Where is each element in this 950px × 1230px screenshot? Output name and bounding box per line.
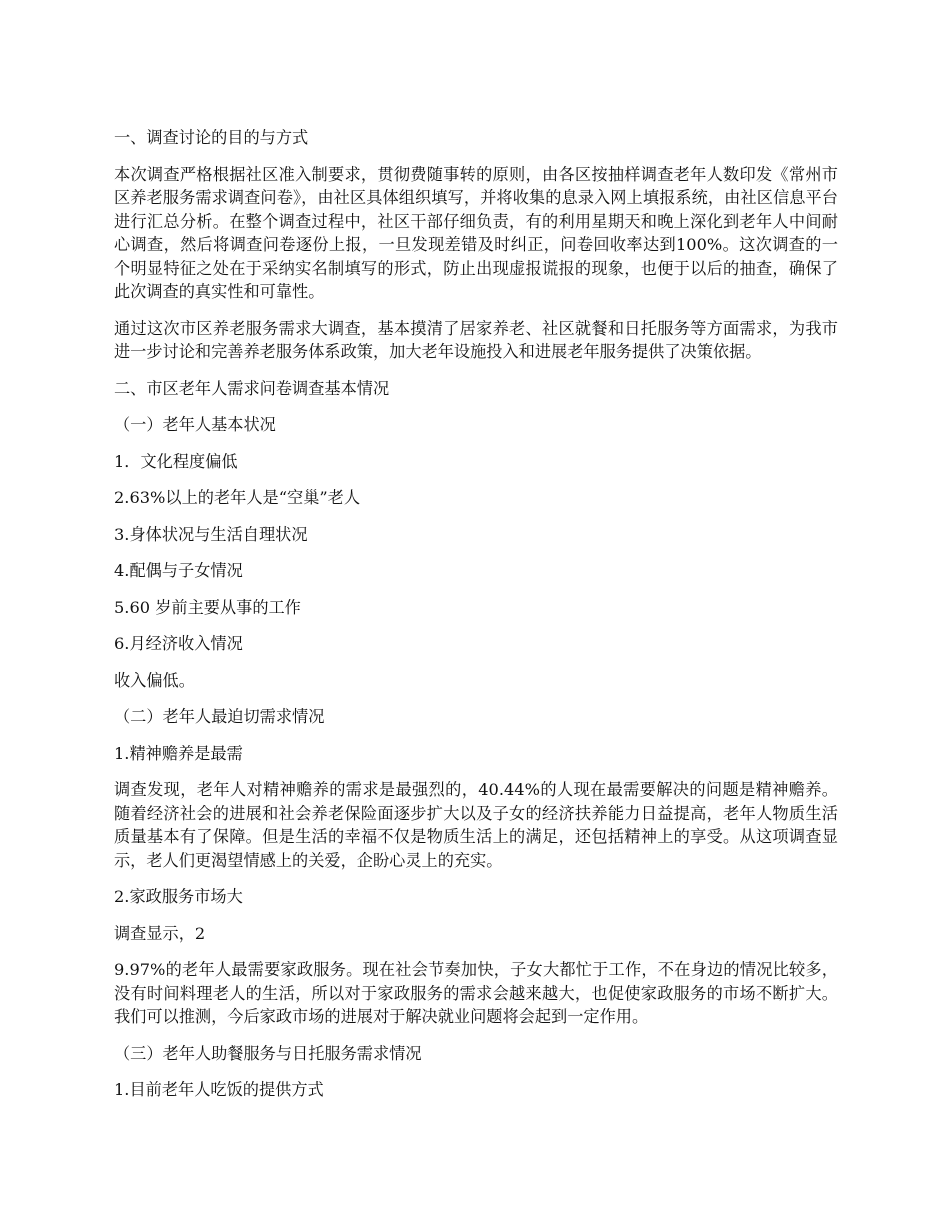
list-item-spiritual-support: 1.精神赡养是最需 (114, 743, 243, 763)
subsection-heading-basic-status: （一）老年人基本状况 (114, 415, 276, 434)
paragraph-spiritual-support: 调查发现，老年人对精神赡养的需求是最强烈的，40.44%的人现在最需要解决的问题是精神赡养。随着经济社会的进展和社会养老保险面逐步扩大以及子女的经济扶养能力日益提高，老年人物质生活质量基本有了保障。但是生活的幸福不仅是物质生活上的满足，还包括精神上的享受。从这项调查显示，老人们更渴望情感上的关爱，企盼心灵上的充实。 (114, 780, 838, 870)
section-heading-2: 二、市区老年人需求问卷调查基本情况 (114, 378, 390, 398)
paragraph-survey-shows: 调查显示，2 (114, 923, 206, 943)
paragraph-low-income: 收入偏低。 (114, 670, 195, 690)
list-item-income: 6.月经济收入情况 (114, 634, 243, 653)
paragraph-housekeeping: 9.97%的老年人最需要家政服务。现在社会节奏加快，子女大都忙于工作，不在身边的情况比较多，没有时间料理老人的生活，所以对于家政服务的需求会越来越大，也促使家政服务的市场不断扩大。我们可以推测，今后家政市场的进展对于解决就业问题将会起到一定作用。 (114, 960, 838, 1026)
list-item-empty-nest: 2.63%以上的老年人是“空巢”老人 (114, 488, 361, 507)
section-heading-1: 一、调查讨论的目的与方式 (114, 128, 309, 147)
subsection-heading-meal-daycare: （三）老年人助餐服务与日托服务需求情况 (114, 1043, 422, 1063)
subsection-heading-urgent-needs: （二）老年人最迫切需求情况 (114, 707, 325, 726)
list-item-health: 3.身体状况与生活自理状况 (114, 524, 308, 544)
paragraph-survey-method: 本次调查严格根据社区准入制要求，贯彻费随事转的原则，由各区按抽样调查老年人数印发《常州市区养老服务需求调查问卷》，由社区具体组织填写，并将收集的息录入网上填报系统，由社区信息平台进行汇总分析。在整个调查过程中，社区干部仔细负责，有的利用星期天和晚上深化到老年人中间耐心调查，然后将调查问卷逐份上报，一旦发现差错及时纠正，问卷回收率达到100%。这次调查的一个明显特征之处在于采纳实名制填写的形式，防止出现虚报谎报的现象，也便于以后的抽查，确保了此次调查的真实性和可靠性。 (114, 164, 838, 301)
list-item-housekeeping: 2.家政服务市场大 (114, 887, 243, 906)
list-item-occupation: 5.60 岁前主要从事的工作 (114, 597, 301, 617)
list-item-family: 4.配偶与子女情况 (114, 561, 243, 580)
paragraph-survey-result: 通过这次市区养老服务需求大调查，基本摸清了居家养老、社区就餐和日托服务等方面需求，为我市进一步讨论和完善养老服务体系政策，加大老年设施投入和进展老年服务提供了决策依据。 (114, 318, 838, 361)
document-body (114, 126, 838, 1115)
list-item-meal-provision: 1.目前老年人吃饭的提供方式 (114, 1080, 324, 1099)
list-item-education: 1．文化程度偏低 (114, 451, 238, 471)
